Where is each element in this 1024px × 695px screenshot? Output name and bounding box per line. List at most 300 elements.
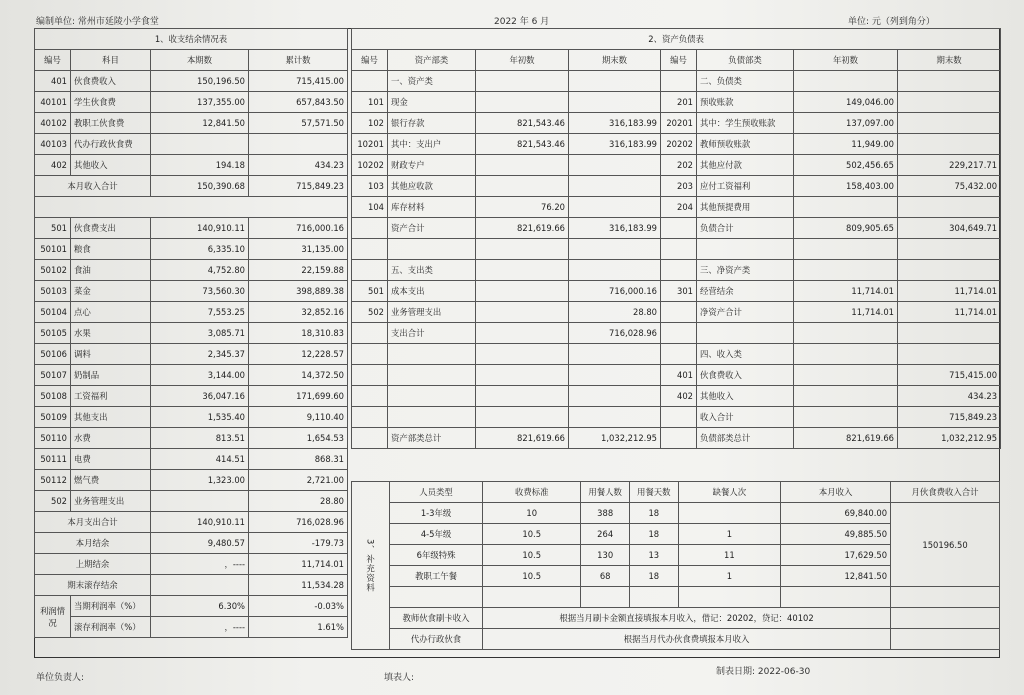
asset-name: 库存材料 <box>388 197 476 218</box>
asset-name <box>388 344 476 365</box>
liability-opening: 11,714.01 <box>794 281 898 302</box>
liability-name: 四、收入类 <box>697 344 794 365</box>
liability-opening <box>794 365 898 386</box>
note-row <box>352 608 1000 629</box>
asset-code <box>352 218 388 239</box>
cumulative-amount: 2,721.00 <box>249 470 348 491</box>
meal-days: 18 <box>629 503 678 524</box>
liability-name: 收入合计 <box>697 407 794 428</box>
table-row <box>352 428 1001 449</box>
col-header: 负债部类 <box>697 50 794 71</box>
asset-opening <box>476 176 569 197</box>
liability-name <box>697 323 794 344</box>
table-row <box>352 239 1001 260</box>
table-row <box>35 113 348 134</box>
cumulative-amount: 868.31 <box>249 449 348 470</box>
cumulative-amount: 14,372.50 <box>249 365 348 386</box>
liability-opening: 11,714.01 <box>794 302 898 323</box>
liability-opening: 809,905.65 <box>794 218 898 239</box>
asset-name: 资产合计 <box>388 218 476 239</box>
profit-metric: 滚存利润率（%） <box>71 617 151 638</box>
account-name: 代办行政伙食费 <box>71 134 151 155</box>
col-header: 用餐天数 <box>629 482 678 503</box>
asset-opening <box>476 281 569 302</box>
diner-count: 68 <box>581 566 630 587</box>
asset-closing: 316,183.99 <box>569 218 661 239</box>
staff-type: 1-3年级 <box>390 503 483 524</box>
account-code: 50109 <box>35 407 71 428</box>
cumulative-amount: 32,852.16 <box>249 302 348 323</box>
asset-opening <box>476 344 569 365</box>
liability-code <box>661 239 697 260</box>
header-row <box>352 482 1000 503</box>
blank-cell <box>629 587 678 608</box>
account-name: 菜金 <box>71 281 151 302</box>
current-amount: 6,335.10 <box>151 239 249 260</box>
fee-standard: 10 <box>483 503 581 524</box>
liability-name: 预收账款 <box>697 92 794 113</box>
current-amount: 137,355.00 <box>151 92 249 113</box>
table-row <box>35 428 348 449</box>
staff-type: 6年级特殊 <box>390 545 483 566</box>
table-row <box>35 155 348 176</box>
asset-opening <box>476 407 569 428</box>
col-header: 科目 <box>71 50 151 71</box>
table-row <box>352 218 1001 239</box>
table-row <box>35 302 348 323</box>
col-header: 累计数 <box>249 50 348 71</box>
table-row <box>35 134 348 155</box>
col-header: 年初数 <box>794 50 898 71</box>
missed-meals: 11 <box>678 545 781 566</box>
blank-cell <box>781 587 891 608</box>
table-row <box>35 512 348 533</box>
col-header: 月伙食费收入合计 <box>891 482 1000 503</box>
liability-name <box>697 239 794 260</box>
unit-head: 单位负责人: <box>36 673 85 683</box>
liability-code <box>661 302 697 323</box>
asset-name <box>388 386 476 407</box>
table-row <box>352 134 1001 155</box>
cumulative-amount <box>249 134 348 155</box>
staff-type: 教职工午餐 <box>390 566 483 587</box>
account-code: 50102 <box>35 260 71 281</box>
form-filler: 填表人: <box>384 673 415 683</box>
fee-standard: 10.5 <box>483 545 581 566</box>
liability-opening: 137,097.00 <box>794 113 898 134</box>
table-row <box>35 92 348 113</box>
asset-closing <box>569 386 661 407</box>
table-row <box>35 407 348 428</box>
blank-cell <box>581 587 630 608</box>
blank-row <box>352 587 1000 608</box>
liability-closing: 11,714.01 <box>898 281 1001 302</box>
table-row <box>352 281 1001 302</box>
liability-code <box>661 428 697 449</box>
cumulative-amount: 9,110.40 <box>249 407 348 428</box>
col-header: 资产部类 <box>388 50 476 71</box>
liability-opening <box>794 323 898 344</box>
cumulative-amount: 398,889.38 <box>249 281 348 302</box>
profit-section-label: 利润情况 <box>35 596 71 638</box>
col-header: 编号 <box>352 50 388 71</box>
liability-name: 应付工资福利 <box>697 176 794 197</box>
account-name: 调料 <box>71 344 151 365</box>
asset-name: 五、支出类 <box>388 260 476 281</box>
diner-count: 130 <box>581 545 630 566</box>
liability-code: 204 <box>661 197 697 218</box>
col-header: 期末数 <box>569 50 661 71</box>
asset-code <box>352 386 388 407</box>
table-row <box>352 71 1001 92</box>
asset-name: 一、资产类 <box>388 71 476 92</box>
cumulative-amount: 28.80 <box>249 491 348 512</box>
asset-name: 资产部类总计 <box>388 428 476 449</box>
liability-name: 负债合计 <box>697 218 794 239</box>
table-row <box>35 323 348 344</box>
fee-standard: 10.5 <box>483 524 581 545</box>
asset-closing <box>569 344 661 365</box>
account-code: 50105 <box>35 323 71 344</box>
liability-code <box>661 71 697 92</box>
account-code: 401 <box>35 71 71 92</box>
asset-opening <box>476 239 569 260</box>
asset-code <box>352 407 388 428</box>
report-period: 2022 年 6 月 <box>494 17 550 27</box>
cumulative-amount: -0.03% <box>249 596 348 617</box>
col-header: 期末数 <box>898 50 1001 71</box>
asset-code <box>352 365 388 386</box>
asset-closing: 316,183.99 <box>569 134 661 155</box>
account-name: 其他支出 <box>71 407 151 428</box>
cumulative-amount: 57,571.50 <box>249 113 348 134</box>
cumulative-amount: 1,654.53 <box>249 428 348 449</box>
table-row <box>352 323 1001 344</box>
liability-opening <box>794 344 898 365</box>
blank-row <box>35 197 348 218</box>
liability-closing <box>898 71 1001 92</box>
cumulative-amount: 657,843.50 <box>249 92 348 113</box>
table-row <box>35 71 348 92</box>
liability-opening <box>794 71 898 92</box>
current-amount <box>151 491 249 512</box>
asset-code <box>352 428 388 449</box>
asset-name: 现金 <box>388 92 476 113</box>
asset-opening <box>476 323 569 344</box>
liability-name: 净资产合计 <box>697 302 794 323</box>
meal-days: 18 <box>629 524 678 545</box>
current-amount: ，---- <box>151 617 249 638</box>
account-name: 奶制品 <box>71 365 151 386</box>
liability-name: 三、净资产类 <box>697 260 794 281</box>
cumulative-amount: 1.61% <box>249 617 348 638</box>
col-header: 编号 <box>661 50 697 71</box>
liability-opening: 821,619.66 <box>794 428 898 449</box>
income-expense-table <box>34 28 348 638</box>
cumulative-amount: 716,000.16 <box>249 218 348 239</box>
account-code: 50101 <box>35 239 71 260</box>
asset-name: 其中：支出户 <box>388 134 476 155</box>
liability-code <box>661 344 697 365</box>
liability-name: 经营结余 <box>697 281 794 302</box>
liability-closing: 75,432.00 <box>898 176 1001 197</box>
current-amount: 150,196.50 <box>151 71 249 92</box>
balance-sheet-title: 2、资产负债表 <box>352 29 1001 50</box>
cumulative-amount: 11,534.28 <box>249 575 348 596</box>
account-name: 其他收入 <box>71 155 151 176</box>
account-name: 伙食费支出 <box>71 218 151 239</box>
table-row <box>352 344 1001 365</box>
liability-opening <box>794 260 898 281</box>
asset-name: 业务管理支出 <box>388 302 476 323</box>
account-name: 工资福利 <box>71 386 151 407</box>
asset-code: 501 <box>352 281 388 302</box>
asset-closing <box>569 155 661 176</box>
asset-name: 成本支出 <box>388 281 476 302</box>
supplement-label: 3、补充资料 <box>352 482 390 650</box>
liability-name: 二、负债类 <box>697 71 794 92</box>
account-name: 教职工伙食费 <box>71 113 151 134</box>
asset-name <box>388 365 476 386</box>
profit-row <box>35 596 348 617</box>
liability-name: 负债部类总计 <box>697 428 794 449</box>
account-name: 电费 <box>71 449 151 470</box>
asset-closing <box>569 71 661 92</box>
current-amount: 7,553.25 <box>151 302 249 323</box>
liability-closing: 1,032,212.95 <box>898 428 1001 449</box>
account-name: 粮食 <box>71 239 151 260</box>
account-name: 点心 <box>71 302 151 323</box>
row-label: 本月结余 <box>35 533 151 554</box>
current-amount <box>151 134 249 155</box>
asset-closing: 1,032,212.95 <box>569 428 661 449</box>
asset-code: 502 <box>352 302 388 323</box>
asset-code <box>352 260 388 281</box>
monthly-income: 12,841.50 <box>781 566 891 587</box>
cumulative-amount: 11,714.01 <box>249 554 348 575</box>
current-amount: 813.51 <box>151 428 249 449</box>
balance-sheet-table <box>351 28 1001 449</box>
asset-code: 10202 <box>352 155 388 176</box>
table-row <box>35 197 348 218</box>
liability-closing <box>898 134 1001 155</box>
account-code: 50106 <box>35 344 71 365</box>
asset-closing <box>569 365 661 386</box>
table-row <box>35 491 348 512</box>
table-row <box>35 554 348 575</box>
current-amount: ，---- <box>151 554 249 575</box>
col-header: 编号 <box>35 50 71 71</box>
asset-opening: 821,619.66 <box>476 218 569 239</box>
cumulative-amount: 18,310.83 <box>249 323 348 344</box>
asset-opening: 821,543.46 <box>476 134 569 155</box>
cumulative-amount: 715,415.00 <box>249 71 348 92</box>
row-label: 本月支出合计 <box>35 512 151 533</box>
current-amount: 1,323.00 <box>151 470 249 491</box>
meal-days: 13 <box>629 545 678 566</box>
table-row <box>35 260 348 281</box>
col-header: 本期数 <box>151 50 249 71</box>
asset-code <box>352 71 388 92</box>
table-row <box>35 239 348 260</box>
current-amount: 3,144.00 <box>151 365 249 386</box>
currency-unit: 单位: 元（列到角分） <box>848 17 935 27</box>
blank-cell <box>891 587 1000 608</box>
report-date: 制表日期: 2022-06-30 <box>716 667 811 677</box>
liability-name: 伙食费收入 <box>697 365 794 386</box>
liability-closing: 229,217.71 <box>898 155 1001 176</box>
liability-opening <box>794 386 898 407</box>
blank-cell <box>891 629 1000 650</box>
table-row <box>35 533 348 554</box>
row-label: 期末滚存结余 <box>35 575 151 596</box>
liability-opening: 158,403.00 <box>794 176 898 197</box>
account-code: 40102 <box>35 113 71 134</box>
account-name: 学生伙食费 <box>71 92 151 113</box>
monthly-income-total: 150196.50 <box>891 503 1000 587</box>
asset-code: 103 <box>352 176 388 197</box>
row-label: 本月收入合计 <box>35 176 151 197</box>
account-code: 50111 <box>35 449 71 470</box>
asset-code: 102 <box>352 113 388 134</box>
table-row <box>35 281 348 302</box>
asset-closing <box>569 92 661 113</box>
staff-type: 4-5年级 <box>390 524 483 545</box>
table-row <box>35 218 348 239</box>
liability-opening <box>794 407 898 428</box>
header-row <box>352 50 1001 71</box>
asset-closing: 716,000.16 <box>569 281 661 302</box>
liability-closing <box>898 323 1001 344</box>
liability-name: 教师预收账款 <box>697 134 794 155</box>
liability-code <box>661 260 697 281</box>
table-row <box>35 365 348 386</box>
col-header: 年初数 <box>476 50 569 71</box>
asset-opening <box>476 260 569 281</box>
liability-name: 其中：学生预收账款 <box>697 113 794 134</box>
asset-name: 财政专户 <box>388 155 476 176</box>
table-row <box>35 575 348 596</box>
supplementary-table <box>351 481 1000 650</box>
account-code: 402 <box>35 155 71 176</box>
asset-opening <box>476 302 569 323</box>
asset-code <box>352 344 388 365</box>
asset-closing <box>569 239 661 260</box>
table-row <box>352 92 1001 113</box>
liability-name: 其他应付款 <box>697 155 794 176</box>
account-code: 50112 <box>35 470 71 491</box>
account-code: 502 <box>35 491 71 512</box>
asset-name: 支出合计 <box>388 323 476 344</box>
cumulative-amount: 12,228.57 <box>249 344 348 365</box>
monthly-income: 69,840.00 <box>781 503 891 524</box>
liability-code: 203 <box>661 176 697 197</box>
missed-meals <box>678 503 781 524</box>
asset-closing: 316,183.99 <box>569 113 661 134</box>
liability-code <box>661 218 697 239</box>
cumulative-amount: 31,135.00 <box>249 239 348 260</box>
liability-code: 301 <box>661 281 697 302</box>
unit-name: 编制单位: 常州市延陵小学食堂 <box>36 17 159 27</box>
asset-opening <box>476 71 569 92</box>
asset-closing <box>569 260 661 281</box>
liability-closing <box>898 344 1001 365</box>
blank-cell <box>678 587 781 608</box>
table-row <box>352 260 1001 281</box>
current-amount: 12,841.50 <box>151 113 249 134</box>
table-row <box>352 113 1001 134</box>
liability-opening: 502,456.65 <box>794 155 898 176</box>
asset-opening <box>476 92 569 113</box>
current-amount: 2,345.37 <box>151 344 249 365</box>
table-row <box>352 407 1001 428</box>
table-row <box>35 449 348 470</box>
account-code: 50104 <box>35 302 71 323</box>
current-amount: 414.51 <box>151 449 249 470</box>
table-row <box>352 176 1001 197</box>
current-amount: 140,910.11 <box>151 218 249 239</box>
asset-code <box>352 323 388 344</box>
col-header: 本月收入 <box>781 482 891 503</box>
current-amount: 36,047.16 <box>151 386 249 407</box>
asset-closing: 28.80 <box>569 302 661 323</box>
missed-meals: 1 <box>678 524 781 545</box>
liability-closing <box>898 260 1001 281</box>
account-name: 食油 <box>71 260 151 281</box>
asset-opening: 821,543.46 <box>476 113 569 134</box>
account-name: 水果 <box>71 323 151 344</box>
note-row <box>352 629 1000 650</box>
liability-code: 20202 <box>661 134 697 155</box>
cumulative-amount: 434.23 <box>249 155 348 176</box>
current-amount: 73,560.30 <box>151 281 249 302</box>
profit-metric: 当期利润率（%） <box>71 596 151 617</box>
table-row <box>35 176 348 197</box>
liability-code: 20201 <box>661 113 697 134</box>
col-header: 用餐人数 <box>581 482 630 503</box>
asset-closing: 716,028.96 <box>569 323 661 344</box>
asset-code: 101 <box>352 92 388 113</box>
current-amount: 9,480.57 <box>151 533 249 554</box>
asset-opening <box>476 365 569 386</box>
liability-code: 202 <box>661 155 697 176</box>
liability-code <box>661 407 697 428</box>
asset-code: 10201 <box>352 134 388 155</box>
table-row <box>352 155 1001 176</box>
asset-code: 104 <box>352 197 388 218</box>
account-name: 燃气费 <box>71 470 151 491</box>
asset-name <box>388 239 476 260</box>
cumulative-amount: 715,849.23 <box>249 176 348 197</box>
blank-cell <box>891 608 1000 629</box>
asset-closing <box>569 407 661 428</box>
missed-meals: 1 <box>678 566 781 587</box>
cumulative-amount: 171,699.60 <box>249 386 348 407</box>
blank-cell <box>483 587 581 608</box>
monthly-income: 49,885.50 <box>781 524 891 545</box>
table-row <box>352 503 1000 524</box>
current-amount: 1,535.40 <box>151 407 249 428</box>
liability-name: 其他收入 <box>697 386 794 407</box>
asset-closing <box>569 197 661 218</box>
current-amount: 150,390.68 <box>151 176 249 197</box>
current-amount: 4,752.80 <box>151 260 249 281</box>
current-amount: 140,910.11 <box>151 512 249 533</box>
liability-opening <box>794 197 898 218</box>
asset-opening <box>476 386 569 407</box>
liability-opening <box>794 239 898 260</box>
liability-closing: 11,714.01 <box>898 302 1001 323</box>
